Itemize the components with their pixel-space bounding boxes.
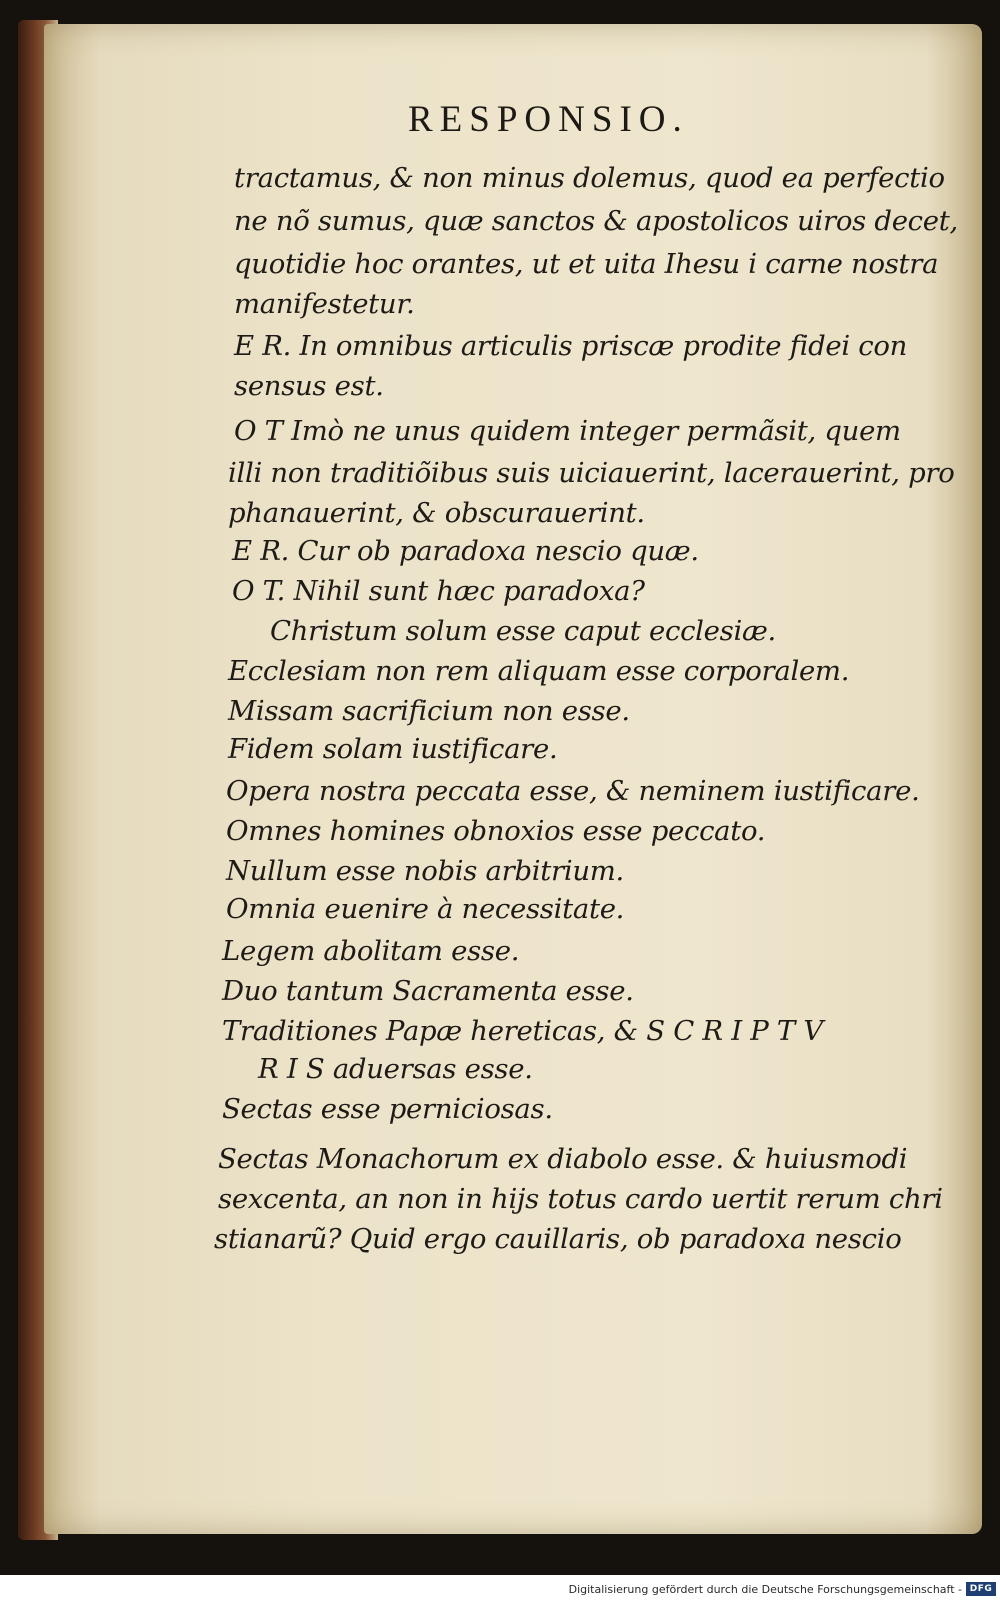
text-line: Ecclesiam non rem aliquam esse corporalem. — [228, 655, 850, 687]
text-line: sensus est. — [234, 370, 384, 402]
running-head: RESPONSIO. — [408, 99, 689, 140]
text-line: Missam sacrificium non esse. — [228, 695, 630, 727]
text-line: Omnia euenire à necessitate. — [226, 893, 625, 925]
text-line: Opera nostra peccata esse, & neminem iustificare. — [226, 775, 920, 807]
footer-credit: Digitalisierung gefördert durch die Deutsche Forschungsgemeinschaft - — [568, 1583, 962, 1596]
text-line: Omnes homines obnoxios esse peccato. — [226, 815, 766, 847]
text-line: tractamus, & non minus dolemus, quod ea perfectio — [234, 162, 945, 194]
text-line: illi non traditiõibus suis uiciauerint, lacerauerint, pro — [228, 457, 955, 489]
text-line: Legem abolitam esse. — [222, 935, 520, 967]
text-line: Duo tantum Sacramenta esse. — [222, 975, 634, 1007]
text-line: E R. Cur ob paradoxa nescio quæ. — [232, 535, 699, 567]
text-line: quotidie hoc orantes, ut et uita Ihesu i carne nostra — [234, 248, 939, 280]
text-line: manifestetur. — [234, 288, 415, 320]
text-line: phanauerint, & obscurauerint. — [228, 497, 645, 529]
text-line: O T Imò ne unus quidem integer permãsit, quem — [234, 415, 901, 447]
text-line: R I S aduersas esse. — [258, 1053, 533, 1085]
text-line: E R. In omnibus articulis priscæ prodite fidei con — [234, 330, 908, 362]
text-line: O T. Nihil sunt hæc paradoxa? — [232, 575, 645, 607]
text-line: Traditiones Papæ hereticas, & S C R I P T V — [222, 1015, 823, 1047]
text-line: ne nõ sumus, quæ sanctos & apostolicos uiros decet, — [234, 205, 958, 237]
text-line: stianarũ? Quid ergo cauillaris, ob paradoxa nescio — [214, 1223, 902, 1255]
text-line: Christum solum esse caput ecclesiæ. — [270, 615, 776, 647]
text-line: Fidem solam iustificare. — [228, 733, 558, 765]
text-line: Nullum esse nobis arbitrium. — [226, 855, 624, 887]
text-line: Sectas Monachorum ex diabolo esse. & huiusmodi — [218, 1143, 908, 1175]
text-line: Sectas esse perniciosas. — [222, 1093, 553, 1125]
dfg-logo: DFG — [966, 1582, 996, 1596]
text-line: sexcenta, an non in hijs totus cardo uertit rerum chri — [218, 1183, 943, 1215]
